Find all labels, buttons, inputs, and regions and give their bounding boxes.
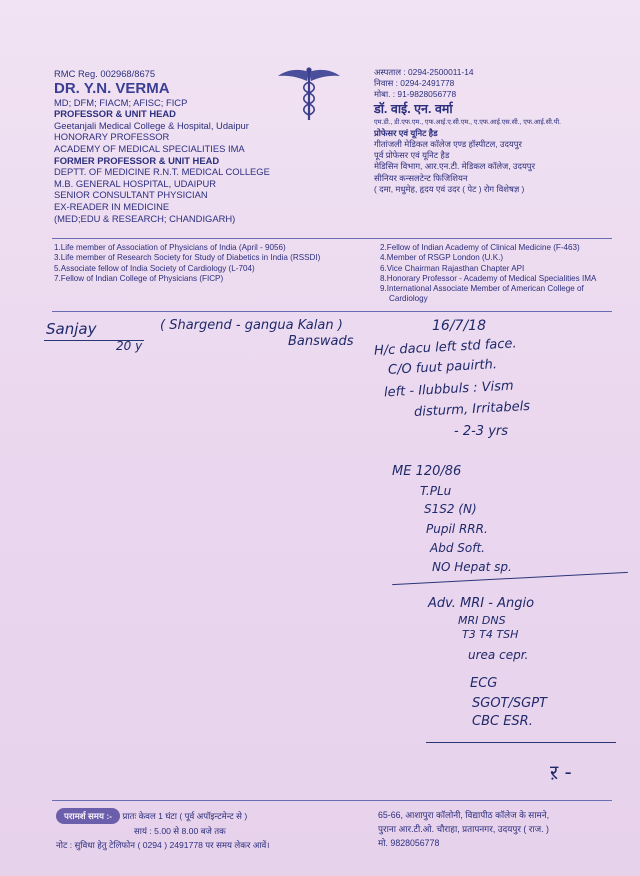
consultation-label: परामर्श समय :- xyxy=(56,808,120,824)
investigation-divider xyxy=(426,742,616,743)
doctor-signature: ऱ - xyxy=(550,760,572,784)
appointment-note: नोट : सुविधा हेतु टेलिफोन ( 0294 ) 2491778 पर समय लेकर आवें। xyxy=(56,840,270,850)
ex-reader-title: EX-READER IN MEDICINE xyxy=(54,200,170,212)
former-hospital: M.B. GENERAL HOSPITAL, UDAIPUR xyxy=(54,177,217,189)
investigation-line: ECG xyxy=(470,676,498,691)
header-divider xyxy=(52,238,612,239)
membership-item: Cardiology xyxy=(389,294,428,304)
visit-date: 16/7/18 xyxy=(432,318,486,334)
doctor-name-hindi: डॉ. वाई. एन. वर्मा xyxy=(374,101,453,116)
membership-item: 5.Associate fellow of India Society of Cardiology (L-704) xyxy=(54,263,255,273)
clinic-address xyxy=(378,808,549,850)
consultant-title-hindi: सीनियर कन्सलटेन्ट फिजिशियन xyxy=(374,172,468,183)
membership-item: 6.Vice Chairman Rajasthan Chapter API xyxy=(380,263,525,273)
membership-item: 3.Life member of Research Society for Study of Diabetics in India (RSSDI) xyxy=(54,253,321,263)
consultation-timings xyxy=(56,808,270,852)
investigation-line: T3 T4 TSH xyxy=(462,628,519,641)
caduceus-icon xyxy=(276,66,342,122)
patient-name: Sanjay xyxy=(46,320,97,338)
exam-line: Abd Soft. xyxy=(430,541,485,555)
former-title: FORMER PROFESSOR & UNIT HEAD xyxy=(54,154,220,166)
academy-name: ACADEMY OF MEDICAL SPECIALITIES IMA xyxy=(54,142,245,154)
exam-line: S1S2 (N) xyxy=(424,502,477,516)
membership-item: 1.Life member of Association of Physicians of India (April - 9056) xyxy=(54,243,286,252)
investigation-line: MRI DNS xyxy=(458,614,506,627)
hospital-phone: अस्पताल : 0294-2500011-14 xyxy=(374,67,474,77)
letterhead-hindi xyxy=(374,67,561,195)
residence-phone: निवास : 0294-2491778 xyxy=(374,78,455,89)
patient-village: Banswads xyxy=(288,334,354,349)
complaint-line: - 2-3 yrs xyxy=(454,424,508,439)
investigation-line: urea cepr. xyxy=(468,648,529,662)
former-department-hindi: मेडिसिन विभाग, आर.एन.टी. मेडिकल कॉलेज, उदयपुर xyxy=(374,161,535,172)
former-title-hindi: पूर्व प्रोफेसर एवं यूनिट हैड xyxy=(374,150,450,161)
investigation-line: SGOT/SGPT xyxy=(472,696,547,711)
membership-item: 7.Fellow of Indian College of Physicians (FICP) xyxy=(54,273,224,283)
membership-item: 8.Honorary Professor - Academy of Medical Specialities IMA xyxy=(380,273,597,283)
honorary-title: HONORARY PROFESSOR xyxy=(54,131,170,143)
address-line: पुराना आर.टी.ओ. चौराहा, प्रतापनगर, उदयपुर ( राज. ) xyxy=(378,824,549,834)
patient-address: ( Shargend - gangua Kalan ) xyxy=(160,318,343,333)
footer-divider xyxy=(52,800,612,801)
complaint-line: left - Ilubbuls : Vism xyxy=(383,378,514,401)
doctor-degrees-hindi: एम.डी., डी.एफ.एम., एफ.आई.ए.सी.एम., ए.एफ.आई.एस.सी., एफ.आई.सी.पी. xyxy=(374,118,561,126)
complaint-line: C/O fuut pauirth. xyxy=(387,357,498,378)
membership-item: 2.Fellow of Indian Academy of Clinical Medicine (F-463) xyxy=(380,243,580,252)
complaint-line: H/c dacu left std face. xyxy=(373,336,517,359)
doctor-degrees: MD; DFM; FIACM; AFISC; FICP xyxy=(54,96,188,108)
exam-line: ME 120/86 xyxy=(392,464,462,479)
exam-line: NO Hepat sp. xyxy=(432,560,512,574)
membership-item: 9.International Associate Member of American College of xyxy=(380,284,584,294)
exam-line: T.PLu xyxy=(420,484,452,498)
investigation-line: CBC ESR. xyxy=(472,714,533,729)
memberships-right xyxy=(380,243,596,305)
mobile-number: मोबा. : 91-9828056778 xyxy=(374,89,457,100)
memberships-left xyxy=(54,243,320,284)
current-title: PROFESSOR & UNIT HEAD xyxy=(54,108,176,120)
complaint-line: disturm, Irritabels xyxy=(413,398,531,421)
membership-item: 4.Member of RSGP London (U.K.) xyxy=(380,253,504,263)
current-college: Geetanjali Medical College & Hospital, Udaipur xyxy=(54,119,249,131)
exam-line: Pupil RRR. xyxy=(426,522,488,536)
patient-age: 20 y xyxy=(116,339,143,353)
morning-timing: प्रातः केवल 1 घंटा ( पूर्व अपॉइन्टमेन्ट से ) xyxy=(122,811,248,821)
registration-number: RMC Reg. 002968/8675 xyxy=(54,68,156,79)
evening-timing: सायं : 5.00 से 8.00 बजे तक xyxy=(134,826,226,836)
consultant-title: SENIOR CONSULTANT PHYSICIAN xyxy=(54,189,208,201)
former-department: DEPTT. OF MEDICINE R.N.T. MEDICAL COLLEGE xyxy=(54,166,270,178)
ex-reader-institute: (MED;EDU & RESEARCH; CHANDIGARH) xyxy=(54,212,236,224)
specialty-hindi: ( दमा, मधुमेह, हृदय एवं उदर ( पेट ) रोग विशेषज्ञ ) xyxy=(374,183,525,194)
current-college-hindi: गीतांजली मेडिकल कॉलेज एण्ड हॉस्पीटल, उदयपुर xyxy=(374,139,522,150)
doctor-name: DR. Y.N. VERMA xyxy=(54,79,170,97)
investigation-line: Adv. MRI - Angio xyxy=(428,596,535,611)
address-line: 65-66, आशापुरा कॉलोनी, विद्यापीठ कॉलेज के सामने, xyxy=(378,810,550,820)
members-divider xyxy=(52,311,612,312)
current-title-hindi: प्रोफेसर एवं यूनिट हैड xyxy=(374,127,438,138)
clinic-mobile: मो. 9828056778 xyxy=(378,838,440,848)
letterhead-english xyxy=(54,68,270,224)
